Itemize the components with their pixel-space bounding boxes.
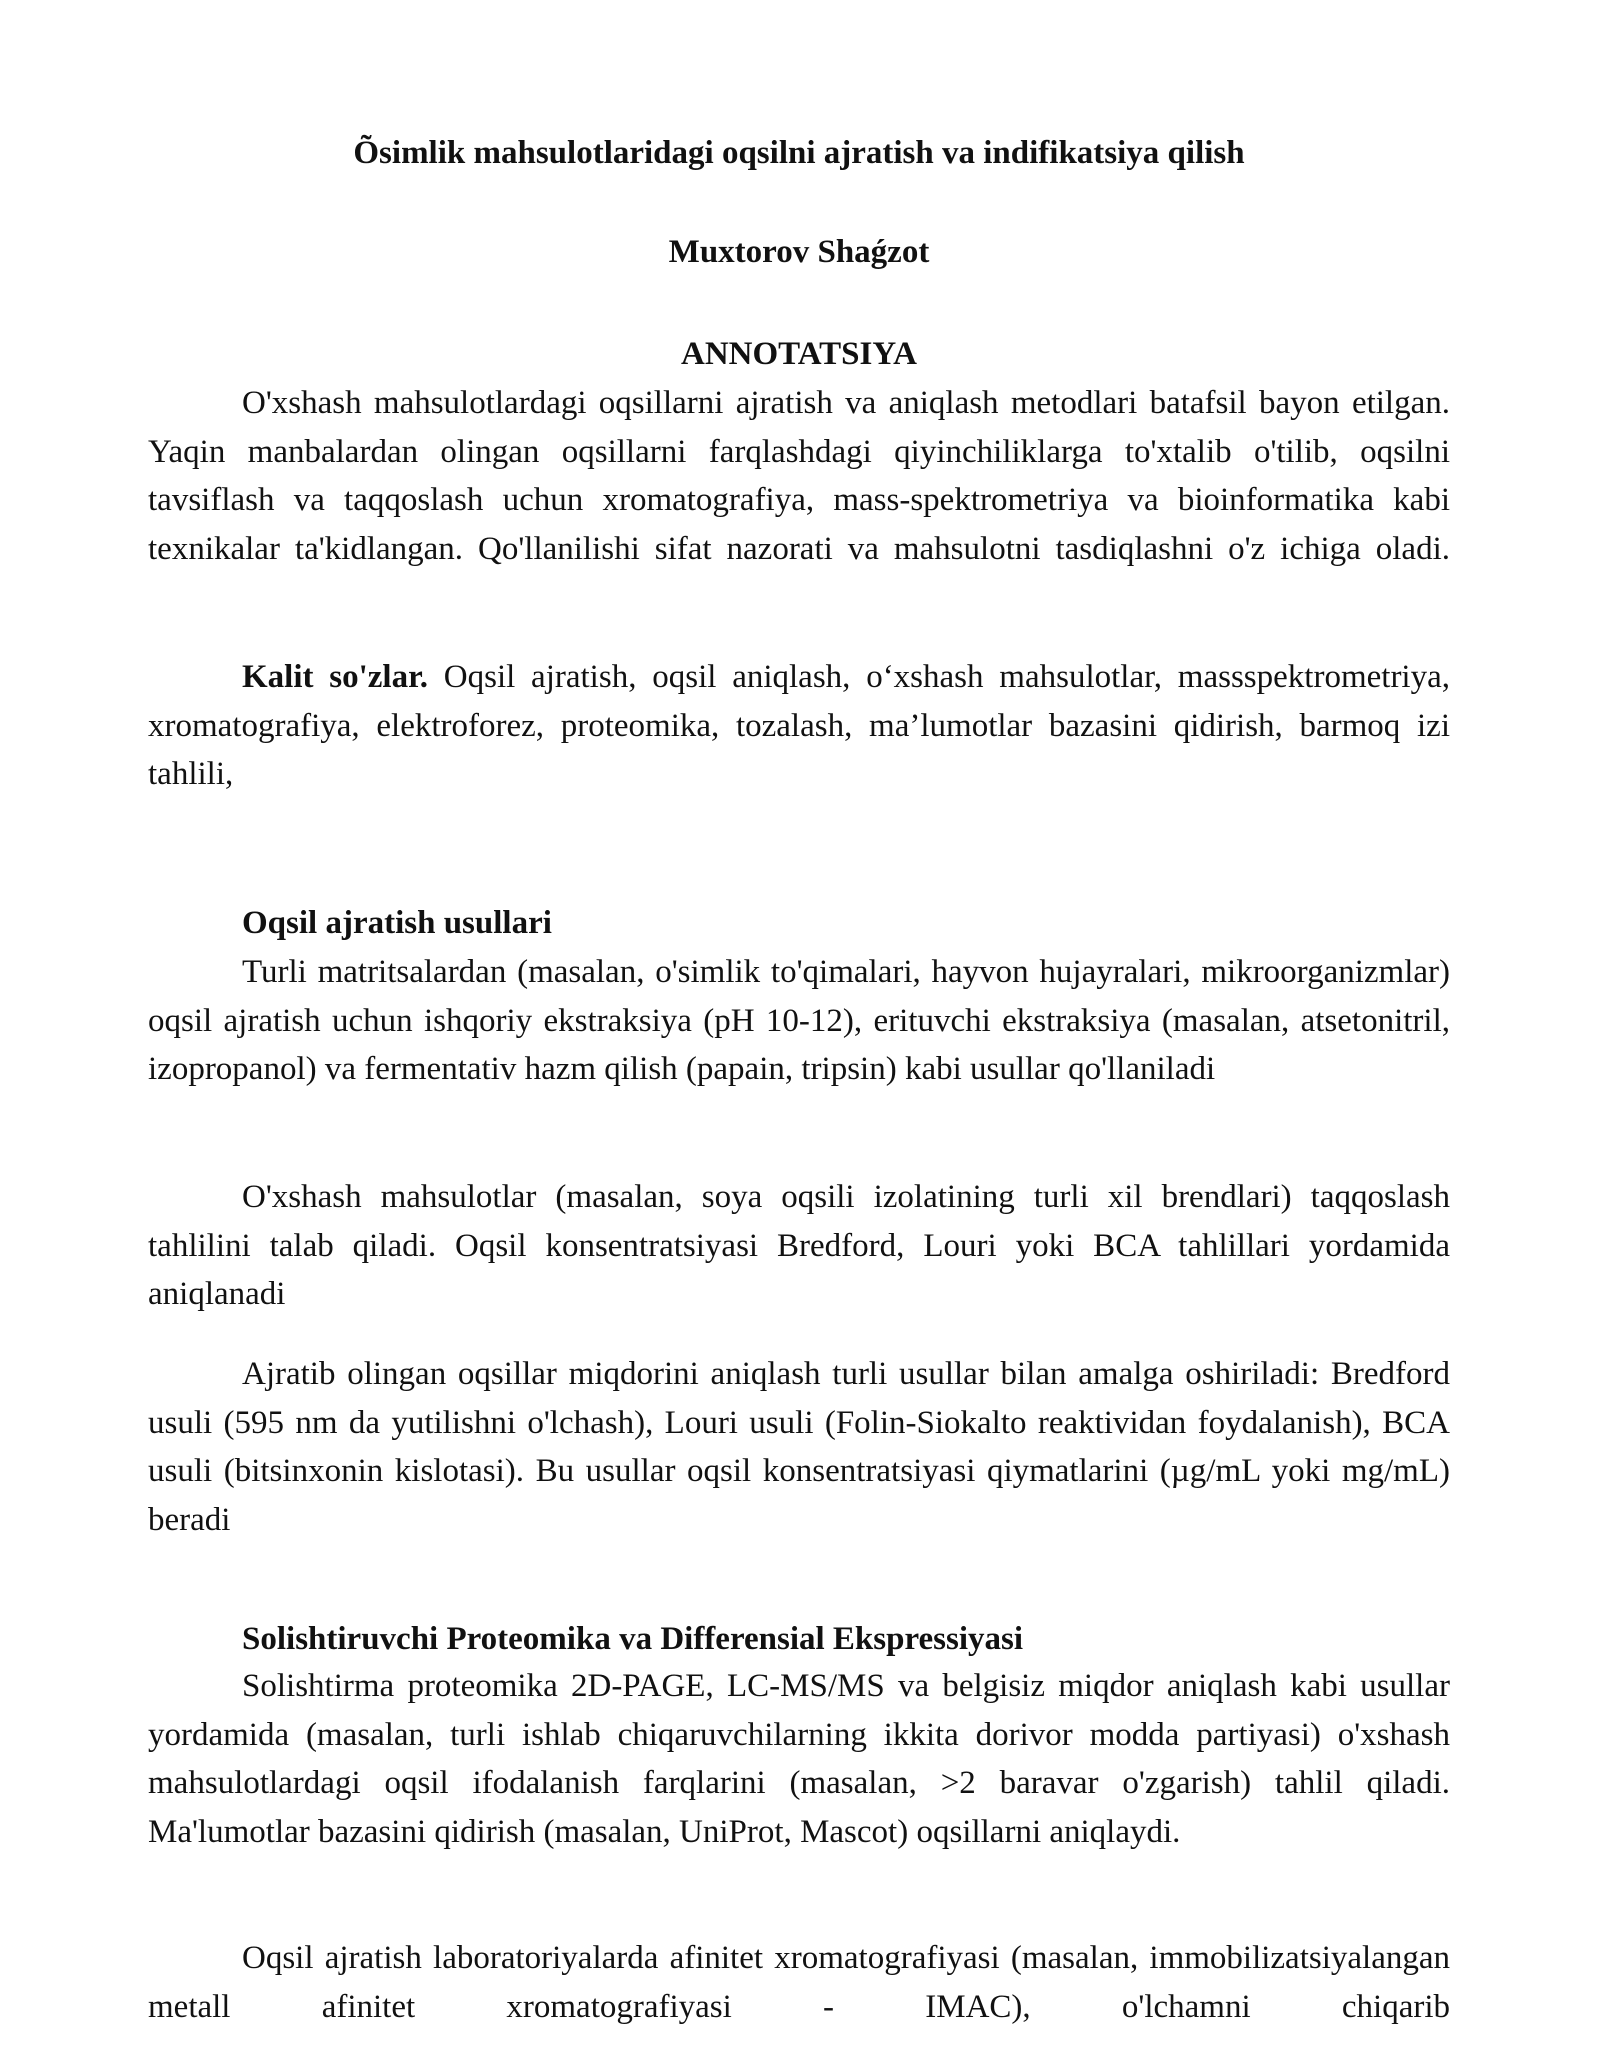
body-paragraph: Oqsil ajratish laboratoriyalarda afinitet xromatografiyasi (masalan, immobilizatsiyalangan metall afinitet xromatografiyasi - IMAC), o'lchamni chiqarib: [148, 1940, 1450, 2025]
keywords-text: Oqsil ajratish, oqsil aniqlash, o‘xshash mahsulotlar, massspektrometriya, xromatografiya, elektroforez, proteomika, tozalash, ma’lumotlar bazasini qidirish, barmoq izi tahlili,: [148, 659, 1450, 793]
body-paragraph: Turli matritsalardan (masalan, o'simlik to'qimalari, hayvon hujayralari, mikroorganizmlar) oqsil ajratish uchun ishqoriy ekstraksiya (pH 10-12), erituvchi ekstraksiya (masalan, atsetonitril, izopropanol) va fermentativ hazm qilish (papain, tripsin) kabi usullar qo'llaniladi: [148, 954, 1450, 1088]
section-heading-extraction-methods: Oqsil ajratish usullari: [242, 905, 552, 941]
keywords-paragraph: [148, 653, 1450, 799]
section-heading-comparative-proteomics: Solishtiruvchi Proteomika va Differensial Ekspressiyasi: [242, 1621, 1024, 1657]
annotation-heading: ANNOTATSIYA: [681, 336, 917, 372]
annotation-paragraph: O'xshash mahsulotlardagi oqsillarni ajratish va aniqlash metodlari batafsil bayon etilgan. Yaqin manbalardan olingan oqsillarni farqlashdagi qiyinchiliklarga to'xtalib o'tilib, oqsilni tavsiflash va taqqoslash uchun xromatografiya, mass-spektrometriya va bioinformatika kabi texnikalar ta'kidlangan. Qo'llanilishi sifat nazorati va mahsulotni tasdiqlashni o'z ichiga oladi.: [148, 385, 1450, 567]
document-page: [148, 0, 1450, 2070]
body-paragraph: O'xshash mahsulotlar (masalan, soya oqsili izolatining turli xil brendlari) taqqoslash tahlilini talab qiladi. Oqsil konsentratsiyasi Bredford, Louri yoki BCA tahlillari yordamida aniqlanadi: [148, 1179, 1450, 1313]
body-paragraph: Solishtirma proteomika 2D-PAGE, LC-MS/MS va belgisiz miqdor aniqlash kabi usullar yordamida (masalan, turli ishlab chiqaruvchilarning ikkita dorivor modda partiyasi) o'xshash mahsulotlardagi oqsil ifodalanish farqlarini (masalan, >2 baravar o'zgarish) tahlil qiladi. Ma'lumotlar bazasini qidirish (masalan, UniProt, Mascot) oqsillarni aniqlaydi.: [148, 1668, 1450, 1850]
body-paragraph: Ajratib olingan oqsillar miqdorini aniqlash turli usullar bilan amalga oshiriladi: Bredford usuli (595 nm da yutilishni o'lchash), Louri usuli (Folin-Siokalto reaktividan foydalanish), BCA usuli (bitsinxonin kislotasi). Bu usullar oqsil konsentratsiyasi qiymatlarini (µg/mL yoki mg/mL) beradi: [148, 1356, 1450, 1538]
document-title: Õsimlik mahsulotlaridagi oqsilni ajratish va indifikatsiya qilish: [353, 135, 1245, 171]
author-name: Muxtorov Shaǵzot: [668, 234, 930, 270]
keywords-label: Kalit so'zlar.: [242, 659, 428, 695]
